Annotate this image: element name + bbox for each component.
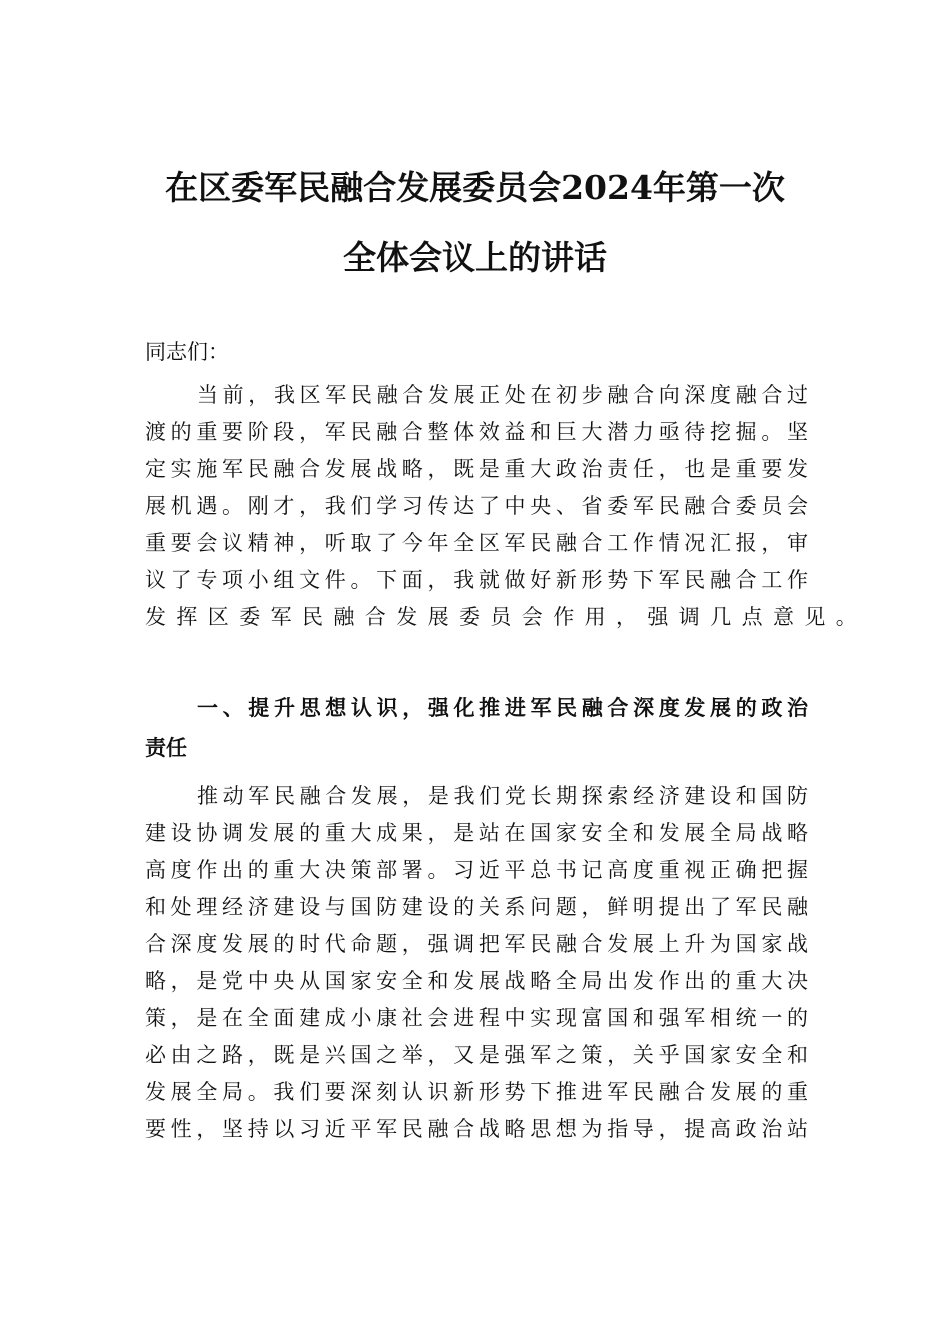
document-title-line-2: 全体会议上的讲话: [343, 238, 607, 277]
document-title-line-1: 在区委军民融合发展委员会2024年第一次: [165, 168, 785, 207]
salutation: 同志们：: [145, 340, 229, 364]
paragraph-line: 发展全局。我们要深刻认识新形势下推进军民融合发展的重: [145, 1080, 808, 1104]
paragraph-line: 渡的重要阶段，军民融合整体效益和巨大潜力亟待挖掘。坚: [145, 420, 808, 444]
paragraph-line: 发挥区委军民融合发展委员会作用，强调几点意见。: [145, 605, 868, 629]
paragraph-line: 必由之路，既是兴国之举，又是强军之策，关乎国家安全和: [145, 1043, 808, 1067]
section-heading-line: 一、提升思想认识，强化推进军民融合深度发展的政治: [197, 696, 808, 720]
paragraph-line: 合深度发展的时代命题，强调把军民融合发展上升为国家战: [145, 932, 808, 956]
paragraph-line: 重要会议精神，听取了今年全区军民融合工作情况汇报，审: [145, 531, 808, 555]
paragraph-line: 议了专项小组文件。下面，我就做好新形势下军民融合工作: [145, 568, 808, 592]
paragraph-line: 略，是党中央从国家安全和发展战略全局出发作出的重大决: [145, 969, 808, 993]
section-heading-line: 责任: [145, 736, 187, 760]
paragraph-line: 当前，我区军民融合发展正处在初步融合向深度融合过: [197, 383, 808, 407]
paragraph-line: 推动军民融合发展，是我们党长期探索经济建设和国防: [197, 784, 808, 808]
paragraph-line: 定实施军民融合发展战略，既是重大政治责任，也是重要发: [145, 457, 808, 481]
paragraph-line: 建设协调发展的重大成果，是站在国家安全和发展全局战略: [145, 821, 808, 845]
paragraph-line: 要性，坚持以习近平军民融合战略思想为指导，提高政治站: [145, 1117, 808, 1141]
paragraph-line: 策，是在全面建成小康社会进程中实现富国和强军相统一的: [145, 1006, 808, 1030]
paragraph-line: 高度作出的重大决策部署。习近平总书记高度重视正确把握: [145, 858, 808, 882]
paragraph-line: 和处理经济建设与国防建设的关系问题，鲜明提出了军民融: [145, 895, 808, 919]
paragraph-line: 展机遇。刚才，我们学习传达了中央、省委军民融合委员会: [145, 494, 808, 518]
